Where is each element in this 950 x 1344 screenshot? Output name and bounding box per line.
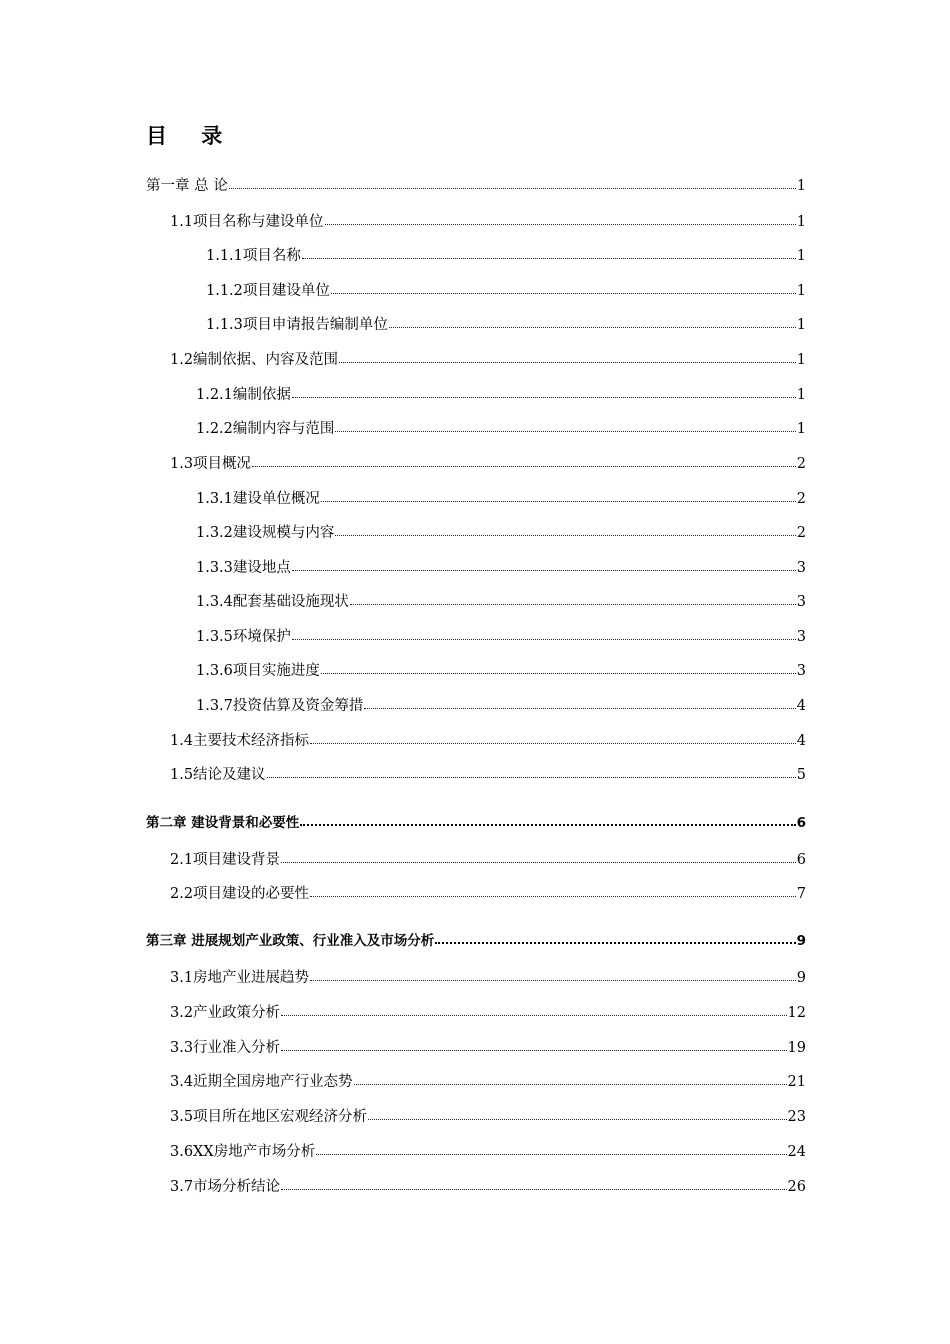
dot-leader (229, 176, 796, 190)
dot-leader (310, 884, 796, 898)
dot-leader (310, 731, 796, 745)
dot-leader (281, 1003, 786, 1017)
toc-page-number: 6 (796, 852, 806, 868)
toc-entry[interactable] (196, 523, 806, 543)
dot-leader (252, 454, 796, 468)
toc-page-number: 1 (796, 178, 806, 194)
toc-entry-label: 1.1.2项目建设单位 (206, 283, 330, 299)
toc-entry[interactable] (170, 765, 806, 785)
toc-entry[interactable] (196, 592, 806, 612)
dot-leader (267, 765, 796, 779)
toc-entry-label: 1.2.2编制内容与范围 (196, 421, 335, 437)
dot-leader (281, 1177, 786, 1191)
toc-entry-label: 1.3.5环境保护 (196, 629, 291, 645)
toc-page-number: 1 (796, 352, 806, 368)
toc-chapter-entry[interactable] (146, 813, 806, 833)
toc-entry-label: 1.2编制依据、内容及范围 (170, 352, 339, 368)
toc-entry[interactable] (170, 1038, 806, 1058)
toc-entry[interactable] (170, 884, 806, 904)
toc-page-number: 4 (796, 733, 806, 749)
toc-entry-label: 1.3项目概况 (170, 456, 252, 472)
dot-leader (292, 385, 796, 399)
toc-entry-label: 1.3.1建设单位概况 (196, 491, 320, 507)
toc-entry[interactable] (170, 454, 806, 474)
toc-entry[interactable] (196, 696, 806, 716)
toc-entry-label: 1.4主要技术经济指标 (170, 733, 310, 749)
toc-page-number: 24 (787, 1144, 806, 1160)
toc-entry[interactable] (170, 1142, 806, 1162)
toc-page-number: 3 (796, 663, 806, 679)
toc-page-number: 23 (787, 1109, 806, 1125)
toc-page-number: 1 (796, 387, 806, 403)
dot-leader (292, 627, 796, 641)
toc-page-number: 7 (796, 886, 806, 902)
toc-page-number: 1 (796, 248, 806, 264)
dot-leader (292, 558, 796, 572)
toc-entry-label: 3.3行业准入分析 (170, 1040, 281, 1056)
toc-entry-label: 2.2项目建设的必要性 (170, 886, 310, 902)
toc-page-number: 19 (787, 1040, 806, 1056)
toc-page-number: 9 (796, 970, 806, 986)
dot-leader (339, 350, 796, 364)
toc-entry[interactable] (196, 489, 806, 509)
toc-entry-label: 3.2产业政策分析 (170, 1005, 281, 1021)
dot-leader (302, 246, 796, 260)
toc-entry-label: 3.7市场分析结论 (170, 1179, 281, 1195)
toc-entry-label: 1.2.1编制依据 (196, 387, 291, 403)
toc-entry-label: 第二章 建设背景和必要性 (146, 815, 300, 831)
dot-leader (364, 696, 795, 710)
toc-entry-label: 3.1房地产业进展趋势 (170, 970, 310, 986)
dot-leader (281, 1038, 786, 1052)
dot-leader (310, 968, 796, 982)
dot-leader (281, 850, 796, 864)
toc-page-number: 2 (796, 525, 806, 541)
toc-page-number: 26 (787, 1179, 806, 1195)
dot-leader (435, 931, 795, 945)
dot-leader (316, 1142, 786, 1156)
dot-leader (389, 315, 796, 329)
dot-leader (321, 489, 796, 503)
toc-page-number: 6 (796, 815, 806, 831)
toc-page-number: 1 (796, 317, 806, 333)
toc-entry-label: 3.6XX房地产市场分析 (170, 1144, 316, 1160)
toc-entry[interactable] (170, 731, 806, 751)
toc-entry[interactable] (170, 212, 806, 232)
toc-entry[interactable] (206, 281, 806, 301)
toc-entry[interactable] (170, 1177, 806, 1197)
toc-entry-label: 第三章 进展规划产业政策、行业准入及市场分析 (146, 933, 435, 949)
toc-entry[interactable] (206, 246, 806, 266)
toc-entry-label: 1.5结论及建议 (170, 767, 266, 783)
toc-entry[interactable] (196, 558, 806, 578)
toc-entry[interactable] (170, 1072, 806, 1092)
toc-entry[interactable] (196, 627, 806, 647)
page-title: 目 录 (146, 124, 224, 148)
toc-entry[interactable] (196, 385, 806, 405)
toc-entry-label: 1.1项目名称与建设单位 (170, 214, 324, 230)
toc-entry-label: 1.1.1项目名称 (206, 248, 301, 264)
toc-entry[interactable] (170, 968, 806, 988)
toc-page-number: 21 (787, 1074, 806, 1090)
toc-entry-label: 3.5项目所在地区宏观经济分析 (170, 1109, 368, 1125)
toc-entry[interactable] (170, 1107, 806, 1127)
toc-entry[interactable] (170, 850, 806, 870)
toc-page-number: 2 (796, 491, 806, 507)
toc-page-number: 1 (796, 421, 806, 437)
toc-chapter-entry[interactable] (146, 176, 806, 196)
dot-leader (331, 281, 796, 295)
dot-leader (354, 1072, 787, 1086)
toc-page-number: 9 (796, 933, 806, 949)
dot-leader (368, 1107, 786, 1121)
toc-page-number: 1 (796, 214, 806, 230)
toc-entry-label: 1.3.7投资估算及资金筹措 (196, 698, 364, 714)
toc-entry-label: 3.4近期全国房地产行业态势 (170, 1074, 353, 1090)
toc-page-number: 4 (796, 698, 806, 714)
toc-entry-label: 2.1项目建设背景 (170, 852, 281, 868)
toc-page-number: 1 (796, 283, 806, 299)
toc-entry-label: 1.3.2建设规模与内容 (196, 525, 335, 541)
toc-page-number: 3 (796, 594, 806, 610)
toc-entry-label: 1.3.4配套基础设施现状 (196, 594, 349, 610)
dot-leader (335, 523, 795, 537)
toc-page-number: 2 (796, 456, 806, 472)
toc-entry[interactable] (170, 350, 806, 370)
toc-entry[interactable] (170, 1003, 806, 1023)
toc-entry[interactable] (196, 661, 806, 681)
dot-leader (325, 212, 796, 226)
toc-chapter-entry[interactable] (146, 931, 806, 951)
toc-page-number: 5 (796, 767, 806, 783)
dot-leader (321, 661, 796, 675)
toc-entry-label: 1.3.6项目实施进度 (196, 663, 320, 679)
dot-leader (350, 592, 796, 606)
toc-entry[interactable] (206, 315, 806, 335)
dot-leader (300, 813, 795, 827)
dot-leader (335, 419, 795, 433)
toc-entry-label: 1.3.3建设地点 (196, 560, 291, 576)
toc-entry-label: 1.1.3项目申请报告编制单位 (206, 317, 388, 333)
toc-page-number: 3 (796, 560, 806, 576)
toc-page-number: 3 (796, 629, 806, 645)
toc-entry-label: 第一章 总 论 (146, 178, 228, 194)
toc-entry[interactable] (196, 419, 806, 439)
toc-page-number: 12 (787, 1005, 806, 1021)
